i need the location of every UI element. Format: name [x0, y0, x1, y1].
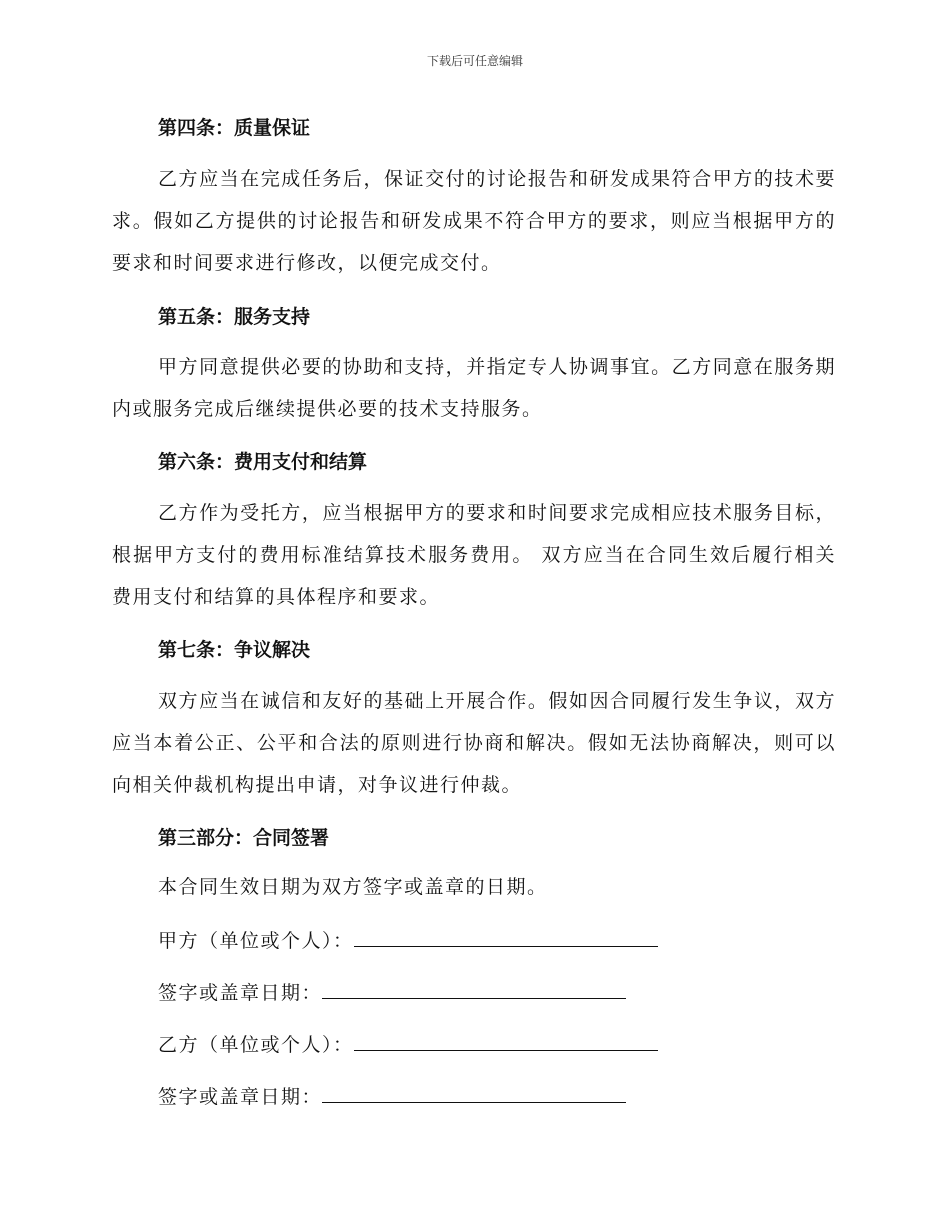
section-body-payment: 乙方作为受托方，应当根据甲方的要求和时间要求完成相应技术服务目标，根据甲方支付的费用标准结算技术服务费用。 双方应当在合同生效后履行相关费用支付和结算的具体程序和要求。 — [112, 502, 836, 608]
party-a-row — [158, 924, 838, 958]
date-b-row — [158, 1080, 838, 1114]
section-heading-dispute: 第七条：争议解决 — [158, 639, 311, 661]
page-header: 下载后可任意编辑 — [426, 54, 523, 68]
party-b-row — [158, 1028, 838, 1062]
date-b-label: 签字或盖章日期： — [158, 1086, 323, 1108]
party-b-label: 乙方（单位或个人）： — [158, 1034, 354, 1056]
date-a-label: 签字或盖章日期： — [158, 982, 323, 1004]
section-body-quality: 乙方应当在完成任务后，保证交付的讨论报告和研发成果符合甲方的技术要求。假如乙方提供的讨论报告和研发成果不符合甲方的要求，则应当根据甲方的要求和时间要求进行修改，以便完成交付。 — [112, 168, 836, 274]
section-body-support: 甲方同意提供必要的协助和支持，并指定专人协调事宜。乙方同意在服务期内或服务完成后继续提供必要的技术支持服务。 — [112, 356, 836, 420]
section-heading-quality: 第四条：质量保证 — [158, 117, 311, 139]
date-b-signature-line[interactable] — [322, 1080, 626, 1103]
party-b-signature-line[interactable] — [354, 1028, 658, 1051]
date-a-signature-line[interactable] — [322, 976, 626, 999]
signing-intro: 本合同生效日期为双方签字或盖章的日期。 — [158, 876, 548, 898]
section-heading-support: 第五条：服务支持 — [158, 306, 311, 328]
party-a-label: 甲方（单位或个人）： — [158, 930, 354, 952]
date-a-row — [158, 976, 838, 1010]
section-heading-payment: 第六条：费用支付和结算 — [158, 451, 368, 473]
party-a-signature-line[interactable] — [354, 924, 658, 947]
section-body-dispute: 双方应当在诚信和友好的基础上开展合作。假如因合同履行发生争议，双方应当本着公正、公平和合法的原则进行协商和解决。假如无法协商解决，则可以向相关仲裁机构提出申请，对争议进行仲裁。 — [112, 690, 836, 796]
signing-heading: 第三部分：合同签署 — [158, 827, 330, 849]
